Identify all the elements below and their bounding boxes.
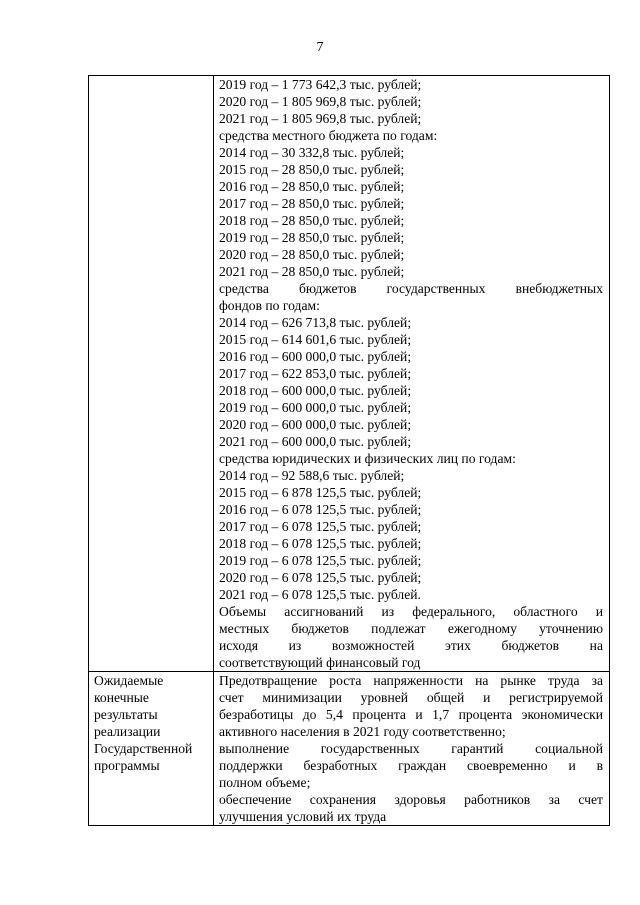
results-label-line: результаты xyxy=(94,707,158,722)
results-label-line: Государственной xyxy=(94,741,193,756)
legal-persons-header: средства юридических и физических лиц по годам: xyxy=(219,451,516,466)
results-text-line: полном объеме; xyxy=(219,775,311,790)
funding-line: 2021 год – 6 078 125,5 тыс. рублей. xyxy=(219,587,421,602)
results-text-line: обеспечение сохранения здоровья работников за счет xyxy=(219,792,603,807)
page-number: 7 xyxy=(316,40,324,55)
funding-row xyxy=(89,76,610,672)
funding-line: 2016 год – 28 850,0 тыс. рублей; xyxy=(219,179,405,194)
results-row xyxy=(89,672,610,826)
funding-line: 2020 год – 600 000,0 тыс. рублей; xyxy=(219,417,412,432)
results-text-line: активного населения в 2021 году соответственно; xyxy=(219,724,506,739)
local-budget-header: средства местного бюджета по годам: xyxy=(219,128,438,143)
funding-line: 2016 год – 6 078 125,5 тыс. рублей; xyxy=(219,502,422,517)
results-text-line: безработицы до 5,4 процента и 1,7 процента экономически xyxy=(219,707,603,722)
funding-note-line: местных бюджетов подлежат ежегодному уточнению xyxy=(219,621,603,636)
results-text-line: счет минимизации уровней общей и регистрируемой xyxy=(219,690,603,705)
results-text-line: улучшения условий их труда xyxy=(219,809,387,824)
extrabudget-header: средства бюджетов государственных внебюджетных xyxy=(219,281,603,296)
funding-note-line: Объемы ассигнований из федерального, областного и xyxy=(219,604,603,619)
funding-note-line: соответствующий финансовый год xyxy=(219,655,421,670)
funding-line: 2017 год – 28 850,0 тыс. рублей; xyxy=(219,196,405,211)
results-label-line: реализации xyxy=(94,724,161,739)
funding-line: 2017 год – 622 853,0 тыс. рублей; xyxy=(219,366,412,381)
funding-line: 2021 год – 1 805 969,8 тыс. рублей; xyxy=(219,111,422,126)
results-label-line: Ожидаемые xyxy=(94,673,164,688)
results-text-line: Предотвращение роста напряженности на рынке труда за xyxy=(219,673,603,688)
funding-line: 2019 год – 600 000,0 тыс. рублей; xyxy=(219,400,412,415)
extrabudget-header-cont: фондов по годам: xyxy=(219,298,320,313)
results-label-cell xyxy=(89,672,214,826)
funding-line: 2020 год – 1 805 969,8 тыс. рублей; xyxy=(219,94,422,109)
program-passport-table xyxy=(88,75,610,826)
funding-line: 2015 год – 28 850,0 тыс. рублей; xyxy=(219,162,405,177)
funding-line: 2019 год – 6 078 125,5 тыс. рублей; xyxy=(219,553,422,568)
funding-line: 2018 год – 6 078 125,5 тыс. рублей; xyxy=(219,536,422,551)
funding-line: 2016 год – 600 000,0 тыс. рублей; xyxy=(219,349,412,364)
funding-line: 2020 год – 6 078 125,5 тыс. рублей; xyxy=(219,570,422,585)
funding-line: 2018 год – 600 000,0 тыс. рублей; xyxy=(219,383,412,398)
funding-line: 2015 год – 614 601,6 тыс. рублей; xyxy=(219,332,412,347)
funding-content-cell xyxy=(214,76,610,672)
results-label-line: конечные xyxy=(94,690,149,705)
funding-line: 2017 год – 6 078 125,5 тыс. рублей; xyxy=(219,519,422,534)
results-text-line: выполнение государственных гарантий социальной xyxy=(219,741,603,756)
results-content-cell xyxy=(214,672,610,826)
funding-line: 2019 год – 28 850,0 тыс. рублей; xyxy=(219,230,405,245)
funding-line: 2014 год – 626 713,8 тыс. рублей; xyxy=(219,315,412,330)
funding-line: 2014 год – 92 588,6 тыс. рублей; xyxy=(219,468,405,483)
funding-line: 2014 год – 30 332,8 тыс. рублей; xyxy=(219,145,405,160)
results-text-line: поддержки безработных граждан своевременно и в xyxy=(219,758,603,773)
results-label-line: программы xyxy=(94,758,160,773)
funding-line: 2021 год – 600 000,0 тыс. рублей; xyxy=(219,434,412,449)
funding-line: 2019 год – 1 773 642,3 тыс. рублей; xyxy=(219,77,422,92)
funding-note-line: исходя из возможностей этих бюджетов на xyxy=(219,638,603,653)
funding-line: 2020 год – 28 850,0 тыс. рублей; xyxy=(219,247,405,262)
funding-line: 2021 год – 28 850,0 тыс. рублей; xyxy=(219,264,405,279)
funding-line: 2018 год – 28 850,0 тыс. рублей; xyxy=(219,213,405,228)
funding-line: 2015 год – 6 878 125,5 тыс. рублей; xyxy=(219,485,422,500)
funding-label-cell xyxy=(89,76,214,672)
